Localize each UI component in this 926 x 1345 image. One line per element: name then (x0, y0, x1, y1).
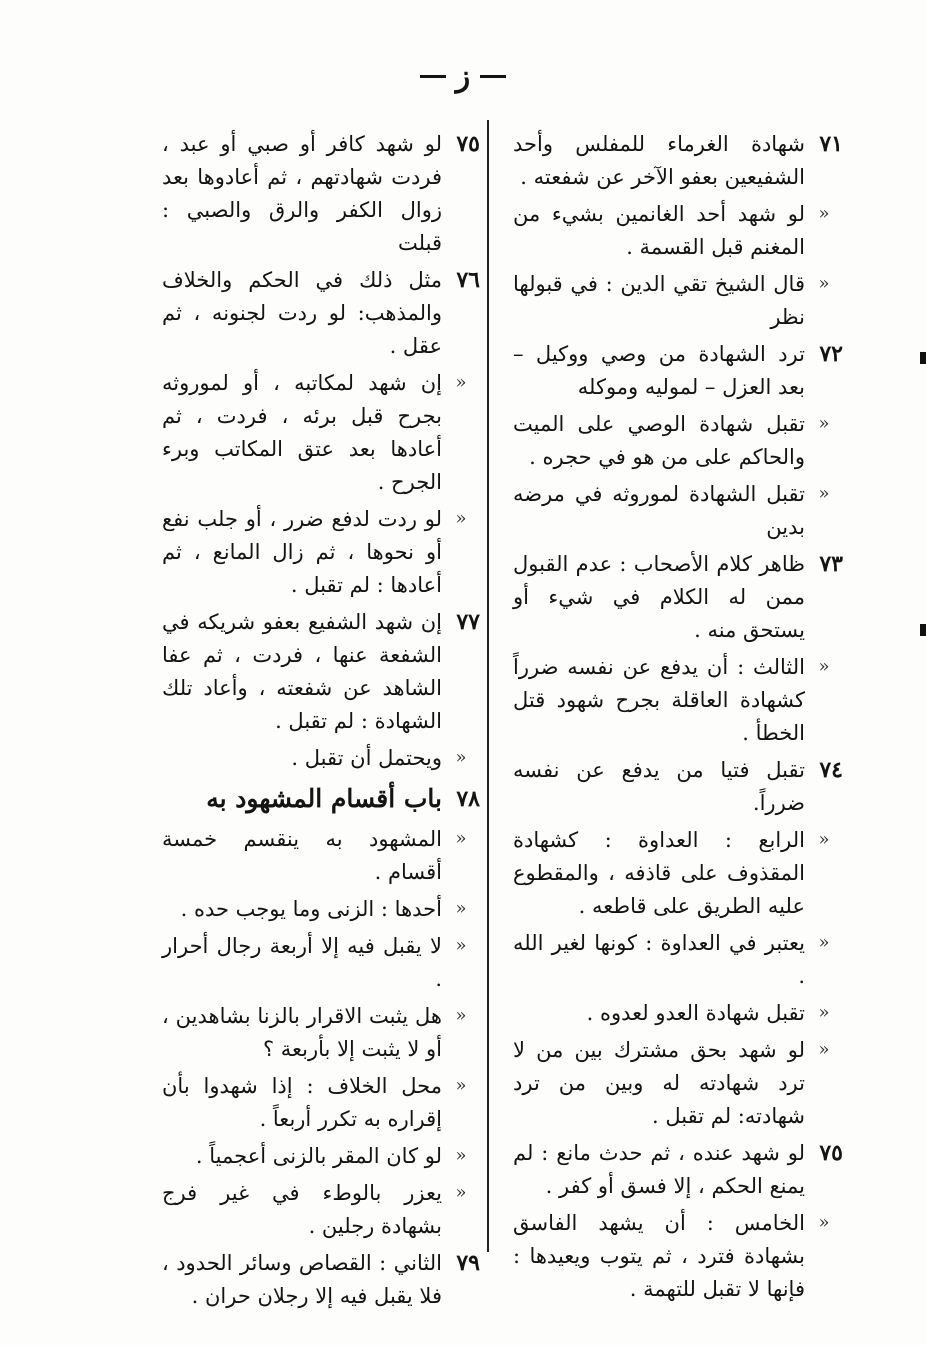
heading-text: باب أقسام المشهود به (206, 784, 442, 813)
continuation-marker: « (455, 372, 467, 393)
entry-text: الثاني : القصاص وسائر الحدود ، فلا يقبل فيه إلا رجلان حران . (162, 1251, 442, 1308)
continuation-marker: « (818, 1002, 830, 1023)
entry-text: إن شهد لمكاتبه ، أو لموروثه بجرح قبل برئه ، فردت ، ثم أعادها بعد عتق المكاتب وبرء الجرح . (162, 371, 442, 494)
entry (162, 367, 480, 499)
entry-text: الخامس : أن يشهد الفاسق بشهادة فترد ، ثم يتوب ويعيدها : فإنها لا تقبل للتهمة . (513, 1211, 805, 1301)
continuation-marker: « (455, 828, 467, 849)
left-column (162, 128, 480, 1317)
entry-text: يعتبر في العداوة : كونها لغير الله . (513, 931, 805, 988)
entry-text: الثالث : أن يدفع عن نفسه ضرراً كشهادة العاقلة بجرح شهود قتل الخطأ . (513, 655, 805, 745)
entry (513, 1207, 843, 1306)
continuation-marker: « (455, 898, 467, 919)
entry-text: هل يثبت الاقرار بالزنا بشاهدين ، أو لا يثبت إلا بأربعة ؟ (162, 1004, 442, 1061)
right-column (513, 128, 843, 1310)
entry-number: ٧٩ (456, 1250, 480, 1276)
entry-text: لو شهد عنده ، ثم حدث مانع : لم يمنع الحكم ، إلا فسق أو كفر . (513, 1141, 805, 1198)
entry-number: ٧٥ (819, 1140, 843, 1166)
entry-number: ٧٤ (819, 757, 843, 783)
entry-text: إن شهد الشفيع بعفو شريكه في الشفعة عنها ، فردت ، ثم عفا الشاهد عن شفعته ، وأعاد تلك الشهادة : لم تقبل . (162, 610, 442, 733)
edge-mark (920, 352, 926, 364)
continuation-marker: « (455, 935, 467, 956)
entry-text: ظاهر كلام الأصحاب : عدم القبول ممن له الكلام في شيء أو يستحق منه . (513, 552, 805, 642)
continuation-marker: « (455, 1182, 467, 1203)
continuation-marker: « (818, 483, 830, 504)
column-divider (487, 120, 489, 1252)
entry-number: ٧٦ (456, 267, 480, 293)
continuation-marker: « (818, 1212, 830, 1233)
entry-text: محل الخلاف : إذا شهدوا بأن إقراره به تكرر أربعاً . (162, 1074, 442, 1131)
entry (513, 927, 843, 993)
entry-text: المشهود به ينقسم خمسة أقسام . (162, 827, 442, 884)
entry-text: تقبل شهادة العدو لعدوه . (586, 1001, 805, 1025)
page-marker: ز (455, 58, 471, 94)
entry (513, 997, 843, 1030)
entry-text: لو شهد كافر أو صبي أو عبد ، فردت شهادتهم ، ثم أعادوها بعد زوال الكفر والرق والصبي : قبلت (162, 132, 442, 255)
entry-text: مثل ذلك في الحكم والخلاف والمذهب: لو ردت لجنونه ، ثم عقل . (162, 268, 442, 358)
entry-number: ٧١ (819, 131, 843, 157)
entry (162, 503, 480, 602)
entry (513, 268, 843, 334)
continuation-marker: « (818, 413, 830, 434)
entry-text: يعزر بالوطء في غير فرج بشهادة رجلين . (162, 1181, 442, 1238)
page-header (0, 58, 926, 94)
continuation-marker: « (818, 829, 830, 850)
continuation-marker: « (455, 1005, 467, 1026)
entry (162, 1070, 480, 1136)
entry (162, 742, 480, 775)
continuation-marker: « (455, 508, 467, 529)
entry (162, 1000, 480, 1066)
entry (513, 478, 843, 544)
entry-text: تقبل الشهادة لموروثه في مرضه بدين (513, 482, 805, 539)
entry (513, 338, 843, 404)
entry (162, 1140, 480, 1173)
entry (162, 893, 480, 926)
entry (162, 1247, 480, 1313)
entry-text: شهادة الغرماء للمفلس وأحد الشفيعين بعفو الآخر عن شفعته . (513, 132, 805, 189)
entry (162, 264, 480, 363)
entry (513, 1137, 843, 1203)
entry-text: ترد الشهادة من وصي ووكيل – بعد العزل – لموليه وموكله (513, 342, 805, 399)
entry-text: لا يقبل فيه إلا أربعة رجال أحرار . (162, 934, 442, 991)
header-dash-left (420, 75, 446, 78)
entry-number: ٧٨ (456, 786, 480, 812)
entry-text: لو كان المقر بالزنى أعجمياً . (195, 1144, 442, 1168)
header-dash-right (480, 75, 506, 78)
entry-text: الرابع : العداوة : كشهادة المقذوف على قاذفه ، والمقطوع عليه الطريق على قاطعه . (513, 828, 805, 918)
entry-number: ٧٧ (456, 609, 480, 635)
entry-number: ٧٥ (456, 131, 480, 157)
continuation-marker: « (818, 656, 830, 677)
continuation-marker: « (455, 747, 467, 768)
entry-text: لو شهد بحق مشترك بين من لا ترد شهادته له وبين من ترد شهادته: لم تقبل . (513, 1038, 805, 1128)
entry-text: قال الشيخ تقي الدين : في قبولها نظر (513, 272, 805, 329)
entry-text: تقبل فتيا من يدفع عن نفسه ضرراً. (513, 758, 805, 815)
continuation-marker: « (818, 932, 830, 953)
entry-text: ويحتمل أن تقبل . (291, 746, 442, 770)
entry (162, 606, 480, 738)
entry (513, 651, 843, 750)
continuation-marker: « (455, 1145, 467, 1166)
entry (513, 1034, 843, 1133)
entry (162, 1177, 480, 1243)
entry-number: ٧٢ (819, 341, 843, 367)
entry (513, 824, 843, 923)
entry-text: أحدها : الزنى وما يوجب حده . (180, 897, 442, 921)
continuation-marker: « (818, 1039, 830, 1060)
continuation-marker: « (455, 1075, 467, 1096)
section-heading (162, 779, 480, 819)
continuation-marker: « (818, 203, 830, 224)
entry (162, 128, 480, 260)
entry (162, 823, 480, 889)
entry (513, 408, 843, 474)
entry (162, 930, 480, 996)
entry (513, 198, 843, 264)
entry-text: لو ردت لدفع ضرر ، أو جلب نفع أو نحوها ، ثم زال المانع ، ثم أعادها : لم تقبل . (162, 507, 442, 597)
edge-mark (920, 624, 926, 636)
entry-text: لو شهد أحد الغانمين بشيء من المغنم قبل القسمة . (513, 202, 805, 259)
entry (513, 754, 843, 820)
entry (513, 548, 843, 647)
entry (513, 128, 843, 194)
entry-number: ٧٣ (819, 551, 843, 577)
continuation-marker: « (818, 273, 830, 294)
entry-text: تقبل شهادة الوصي على الميت والحاكم على من هو في حجره . (513, 412, 805, 469)
